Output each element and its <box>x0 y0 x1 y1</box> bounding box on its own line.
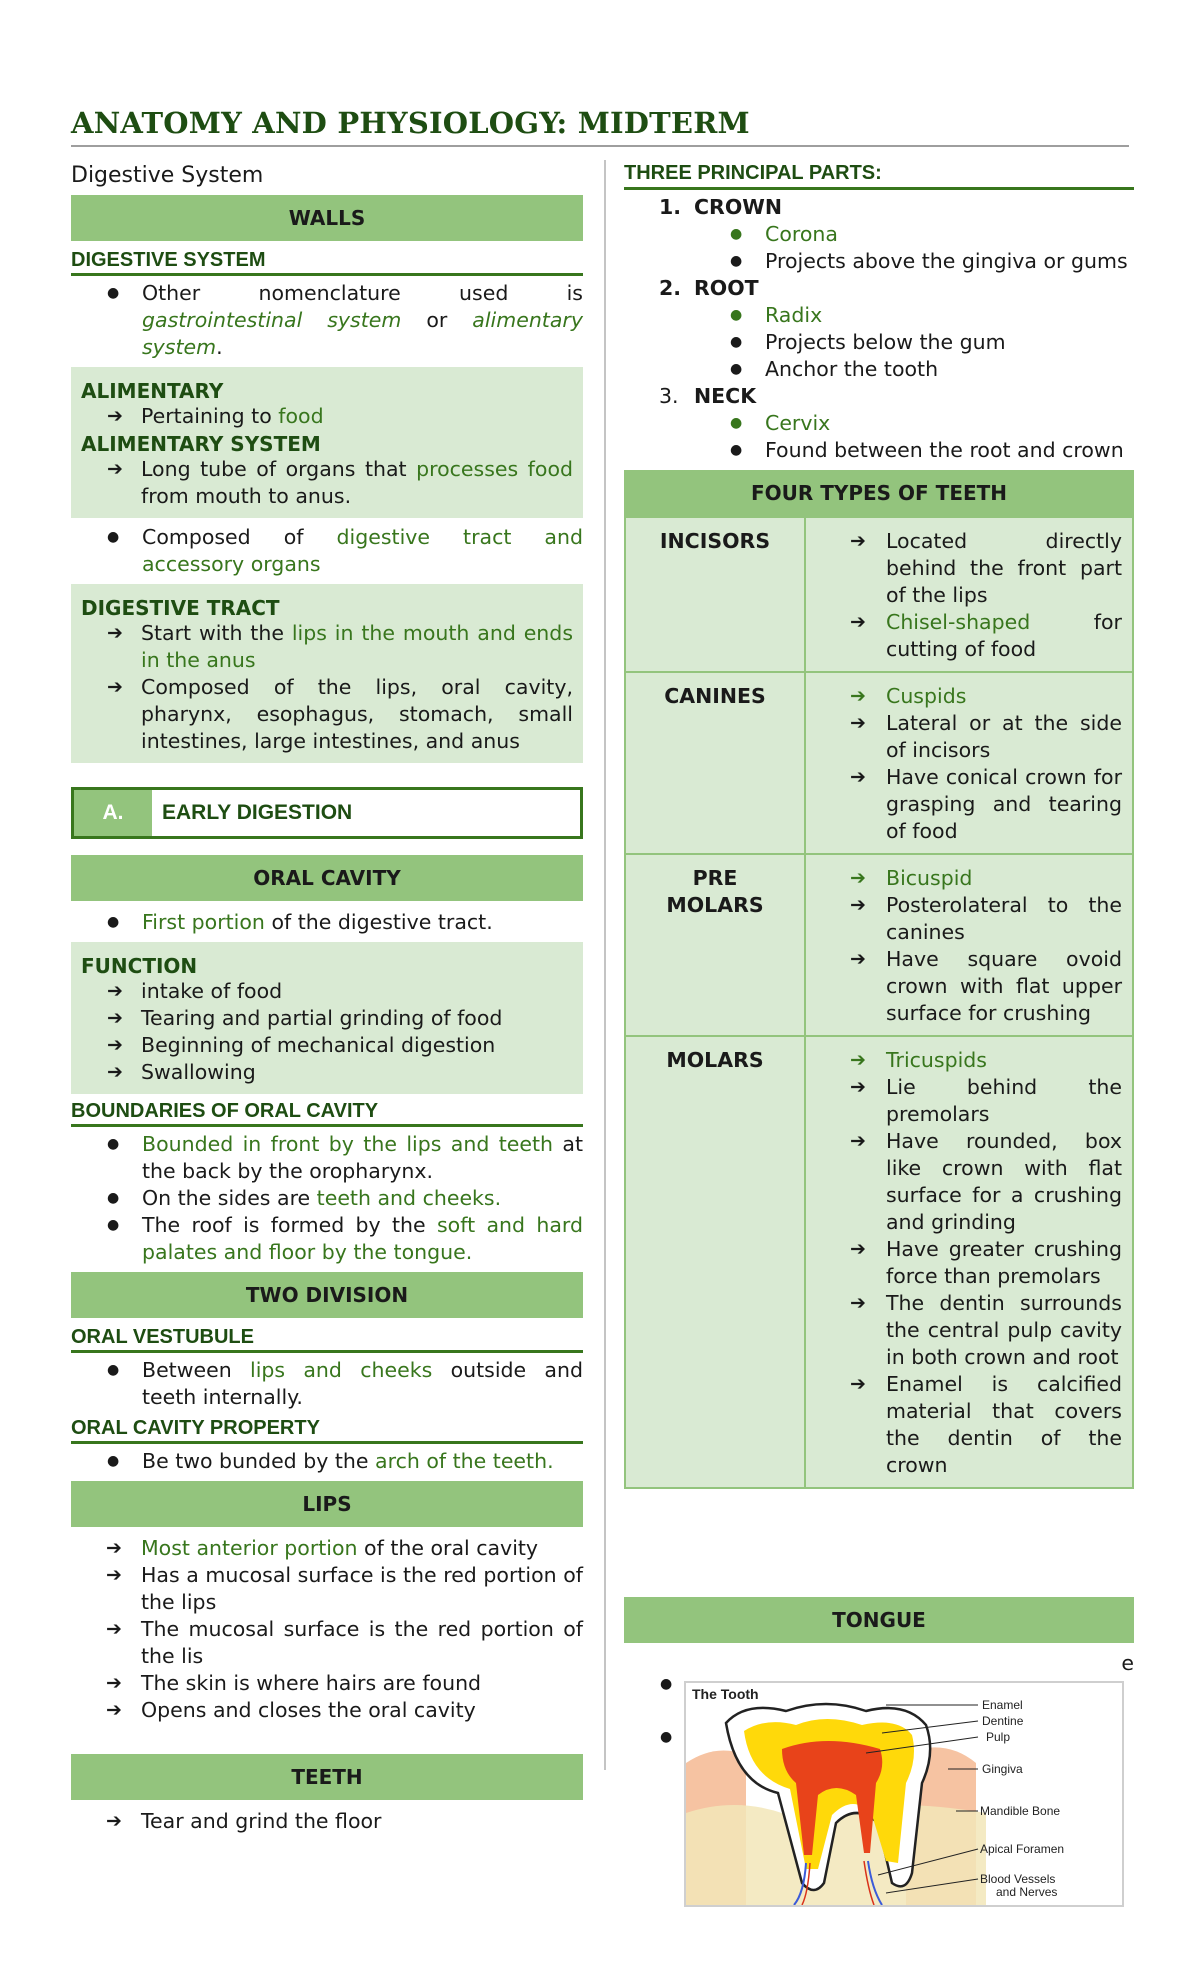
list-item: ● The roof is formed by the soft and hard palates and floor by the tongue. <box>71 1212 583 1266</box>
part-item: 1. CROWN ● Corona ● Projects above the gingiva or gums <box>624 194 1134 275</box>
composed-list <box>71 524 583 578</box>
principal-parts-heading: THREE PRINCIPAL PARTS: <box>624 162 1134 190</box>
label-apical-foramen: Apical Foramen <box>980 1842 1065 1856</box>
list-item: ➔ Have square ovoid crown with flat upper surface for crushing <box>806 946 1122 1027</box>
tongue-bullet-2: ● <box>660 1729 673 1745</box>
section-early-digestion <box>71 787 583 839</box>
list-item: ➔ Start with the lips in the mouth and ends in the anus <box>81 620 573 674</box>
principal-parts-list <box>624 194 1134 464</box>
list-item: ➔ Tear and grind the floor <box>71 1808 583 1835</box>
label-enamel: Enamel <box>982 1698 1023 1712</box>
four-types-header: FOUR TYPES OF TEETH <box>624 470 1134 516</box>
digestive-tract-heading: DIGESTIVE TRACT <box>81 596 280 620</box>
column-divider <box>604 160 606 1770</box>
list-item: ● Bounded in front by the lips and teeth at the back by the oropharynx. <box>71 1131 583 1185</box>
label-pulp: Pulp <box>986 1730 1011 1744</box>
list-item: ● Composed of digestive tract and accessory organs <box>71 524 583 578</box>
table-row <box>625 517 1133 672</box>
section-letter: A. <box>74 790 152 836</box>
table-row <box>625 1036 1133 1488</box>
tooth-diagram <box>684 1681 1124 1907</box>
oral-cavity-property-heading: ORAL CAVITY PROPERTY <box>71 1417 583 1444</box>
walls-header: WALLS <box>71 195 583 241</box>
lips-header: LIPS <box>71 1481 583 1527</box>
label-mandible-bone: Mandible Bone <box>980 1804 1061 1818</box>
list-item: ➔ Lateral or at the side of incisors <box>806 710 1122 764</box>
alimentary-heading: ALIMENTARY <box>81 379 224 403</box>
tongue-header: TONGUE <box>624 1597 1134 1643</box>
digestive-tract-box <box>71 584 583 763</box>
label-gingiva: Gingiva <box>982 1762 1023 1776</box>
list-item: ➔ Lie behind the premolars <box>806 1074 1122 1128</box>
list-item: ➔ Swallowing <box>81 1059 573 1086</box>
part-item: 2. ROOT ● Radix ● Projects below the gum ● Anchor the tooth <box>624 275 1134 383</box>
ds-list <box>71 280 583 361</box>
list-item: ● On the sides are teeth and cheeks. <box>71 1185 583 1212</box>
list-item: ➔ Composed of the lips, oral cavity, pharynx, esophagus, stomach, small intestines, large intestines, and anus <box>81 674 573 755</box>
alimentary-box <box>71 367 583 518</box>
list-item: ➔ Long tube of organs that processes food from mouth to anus. <box>81 456 573 510</box>
premolars-name: PRE MOLARS <box>625 854 805 1036</box>
table-row <box>625 672 1133 854</box>
list-item: ➔ Cuspids <box>806 683 1122 710</box>
list-item: ➔ Chisel-shaped for cutting of food <box>806 609 1122 663</box>
list-item: ➔ Posterolateral to the canines <box>806 892 1122 946</box>
tongue-trailing-text: e <box>1121 1651 1134 1675</box>
function-heading: FUNCTION <box>81 954 198 978</box>
teeth-types-table <box>624 516 1134 1489</box>
label-blood-vessels: Blood Vessels <box>980 1872 1056 1886</box>
list-item: ➔ The skin is where hairs are found <box>71 1670 583 1697</box>
list-item: ➔ Opens and closes the oral cavity <box>71 1697 583 1724</box>
list-item: ➔ Have greater crushing force than premolars <box>806 1236 1122 1290</box>
tongue-bullet-1: ● <box>660 1676 673 1692</box>
list-item: ● Other nomenclature used is gastrointestinal system or alimentary system. <box>71 280 583 361</box>
list-item: ➔ Located directly behind the front part of the lips <box>806 528 1122 609</box>
list-item: ➔ Have conical crown for grasping and tearing of food <box>806 764 1122 845</box>
list-item: ➔ Most anterior portion of the oral cavity <box>71 1535 583 1562</box>
diagram-title: The Tooth <box>692 1686 759 1702</box>
intro-text: Digestive System <box>71 163 264 188</box>
right-column <box>624 160 1134 1703</box>
list-item: ➔ Tearing and partial grinding of food <box>81 1005 573 1032</box>
part-item: 3. NECK ● Cervix ● Found between the root and crown <box>624 383 1134 464</box>
list-item: ➔ Have rounded, box like crown with flat surface for a crushing and grinding <box>806 1128 1122 1236</box>
list-item: ➔ intake of food <box>81 978 573 1005</box>
label-dentine: Dentine <box>982 1714 1024 1728</box>
oral-cavity-header: ORAL CAVITY <box>71 855 583 901</box>
function-box <box>71 942 583 1094</box>
list-item: ➔ Enamel is calcified material that covers the dentin of the crown <box>806 1371 1122 1479</box>
teeth-header: TEETH <box>71 1754 583 1800</box>
boundaries-heading: BOUNDARIES OF ORAL CAVITY <box>71 1100 583 1127</box>
list-item: ● First portion of the digestive tract. <box>71 909 583 936</box>
oral-vestibule-heading: ORAL VESTUBULE <box>71 1326 583 1353</box>
section-label: EARLY DIGESTION <box>162 801 353 824</box>
list-item: ➔ Pertaining to food <box>81 403 573 430</box>
list-item: ● Be two bunded by the arch of the teeth. <box>71 1448 583 1475</box>
list-item: ➔ Bicuspid <box>806 865 1122 892</box>
title-rule <box>71 145 1129 147</box>
left-column <box>71 160 583 1835</box>
table-row <box>625 854 1133 1036</box>
label-and-nerves: and Nerves <box>996 1885 1058 1899</box>
canines-name: CANINES <box>625 672 805 854</box>
list-item: ➔ The mucosal surface is the red portion of the lis <box>71 1616 583 1670</box>
incisors-name: INCISORS <box>625 517 805 672</box>
document-title: ANATOMY AND PHYSIOLOGY: MIDTERM <box>71 106 750 140</box>
list-item: ● Between lips and cheeks outside and teeth internally. <box>71 1357 583 1411</box>
digestive-system-heading: DIGESTIVE SYSTEM <box>71 249 583 276</box>
molars-name: MOLARS <box>625 1036 805 1488</box>
list-item: ➔ Has a mucosal surface is the red portion of the lips <box>71 1562 583 1616</box>
two-division-header: TWO DIVISION <box>71 1272 583 1318</box>
alimentary-system-heading: ALIMENTARY SYSTEM <box>81 432 321 456</box>
tooth-illustration <box>686 1683 1124 1907</box>
list-item: ➔ Beginning of mechanical digestion <box>81 1032 573 1059</box>
list-item: ➔ Tricuspids <box>806 1047 1122 1074</box>
list-item: ➔ The dentin surrounds the central pulp cavity in both crown and root <box>806 1290 1122 1371</box>
